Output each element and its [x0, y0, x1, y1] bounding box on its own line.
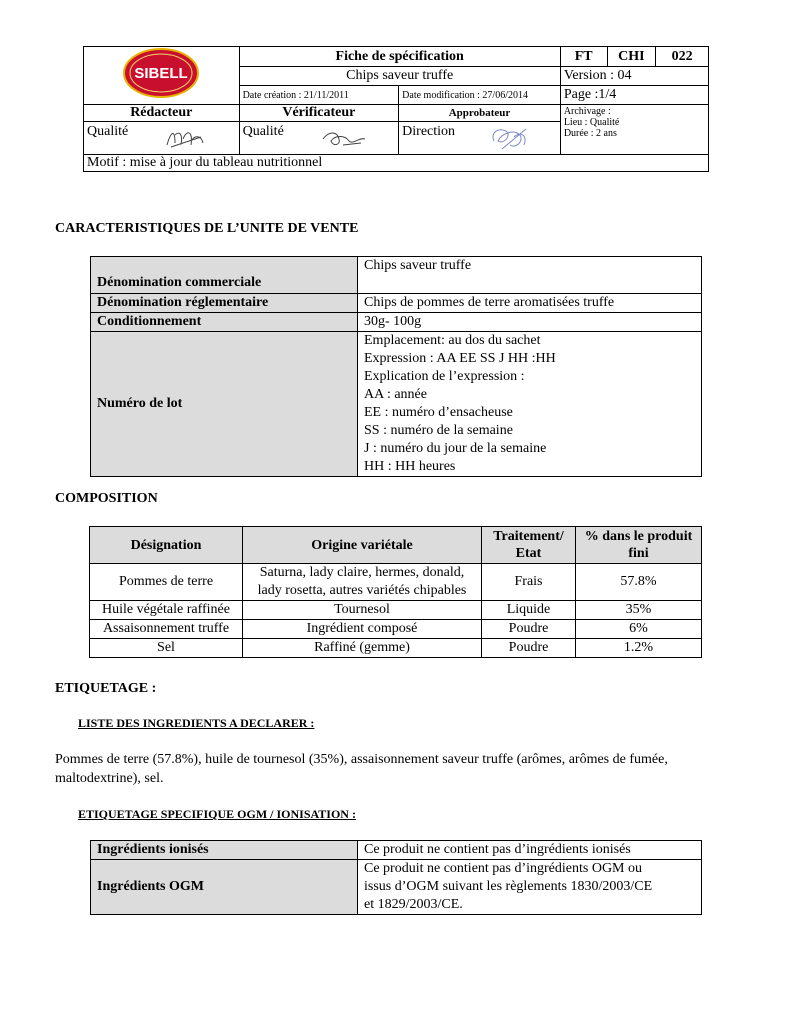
ingredients-text: Pommes de terre (57.8%), huile de tournesol (35%), assaisonnement saveur truffe (arômes, arômes de fumée, maltodextrine), sel. — [55, 752, 668, 786]
motif: Motif : mise à jour du tableau nutritionnel — [84, 155, 709, 172]
archivage-info — [560, 105, 708, 155]
value-line: J : numéro du jour de la semaine — [364, 441, 547, 456]
ft-label: FT — [560, 47, 607, 67]
logo-cell — [84, 47, 240, 105]
verificateur-signature — [319, 125, 369, 151]
value-line: Chips de pommes de terre aromatisées truffe — [364, 295, 615, 310]
table-header-row — [90, 527, 702, 564]
table-row — [90, 620, 702, 639]
carac-value — [358, 313, 702, 332]
verificateur-cell — [239, 122, 399, 155]
redacteur-cell — [84, 122, 240, 155]
value-line: AA : année — [364, 387, 427, 402]
archivage-lieu: Lieu : Qualité — [563, 117, 620, 128]
verificateur-value: Qualité — [242, 124, 284, 139]
table-row — [91, 313, 702, 332]
table-cell: 6% — [576, 620, 702, 639]
carac-value — [358, 332, 702, 477]
table-row — [91, 257, 702, 294]
table-cell: 35% — [576, 601, 702, 620]
table-row — [91, 841, 702, 860]
table-cell: 1.2% — [576, 639, 702, 658]
table-row — [90, 639, 702, 658]
table-row — [90, 564, 702, 601]
table-cell: Assaisonnement truffe — [90, 620, 243, 639]
column-header: Désignation — [90, 527, 243, 564]
table-cell: Raffiné (gemme) — [243, 639, 482, 658]
composition-table — [89, 526, 702, 658]
carac-value — [358, 294, 702, 313]
verificateur-label: Vérificateur — [239, 105, 399, 122]
table-cell: Tournesol — [243, 601, 482, 620]
carac-label: Dénomination commerciale — [91, 257, 358, 294]
table-cell: Poudre — [482, 639, 576, 658]
chi-label: CHI — [607, 47, 656, 67]
value-line: SS : numéro de la semaine — [364, 423, 513, 438]
value-line: Chips saveur truffe — [364, 258, 472, 273]
ogm-subheading: ETIQUETAGE SPECIFIQUE OGM / IONISATION : — [78, 807, 356, 821]
value-line: Emplacement: au dos du sachet — [364, 333, 541, 348]
column-header: Traitement/ Etat — [482, 527, 576, 564]
carac-value — [358, 257, 702, 294]
section-carac-title: CARACTERISTIQUES DE L’UNITE DE VENTE — [55, 221, 359, 236]
sibell-logo — [121, 47, 201, 99]
table-cell: Frais — [482, 564, 576, 601]
ogm-value — [358, 860, 702, 915]
document-header-table — [83, 46, 709, 172]
date-modification: Date modification : 27/06/2014 — [399, 86, 561, 105]
value-line: Expression : AA EE SS J HH :HH — [364, 351, 556, 366]
date-creation: Date création : 21/11/2011 — [239, 86, 399, 105]
product-name: Chips saveur truffe — [239, 67, 560, 86]
value-line: Explication de l’expression : — [364, 369, 525, 384]
ingredients-subheading: LISTE DES INGREDIENTS A DECLARER : — [78, 716, 315, 730]
value-line: EE : numéro d’ensacheuse — [364, 405, 513, 420]
table-row — [91, 294, 702, 313]
table-row — [90, 601, 702, 620]
svg-text:SIBELL: SIBELL — [134, 65, 188, 82]
ogm-value — [358, 841, 702, 860]
ogm-label: Ingrédients OGM — [91, 860, 358, 915]
ogm-ionisation-table — [90, 840, 702, 915]
caracteristiques-table — [90, 256, 702, 477]
column-header: % dans le produit fini — [576, 527, 702, 564]
section-etiq-title: ETIQUETAGE : — [55, 681, 157, 696]
table-cell: Sel — [90, 639, 243, 658]
approbateur-signature — [484, 123, 534, 153]
value-line: HH : HH heures — [364, 459, 456, 474]
approbateur-cell — [399, 122, 561, 155]
column-header: Origine variétale — [243, 527, 482, 564]
archivage-duree: Durée : 2 ans — [563, 128, 617, 139]
value-line: Ce produit ne contient pas d’ingrédients OGM ou — [364, 861, 643, 876]
document-title: Fiche de spécification — [239, 47, 560, 67]
redacteur-signature — [163, 125, 208, 151]
carac-label: Conditionnement — [91, 313, 358, 332]
table-cell: 57.8% — [576, 564, 702, 601]
table-row — [91, 332, 702, 477]
table-cell: Ingrédient composé — [243, 620, 482, 639]
table-cell: Pommes de terre — [90, 564, 243, 601]
archivage-title: Archivage : — [563, 106, 611, 117]
table-cell: Huile végétale raffinée — [90, 601, 243, 620]
page-number: Page :1/4 — [560, 86, 708, 105]
redacteur-value: Qualité — [87, 124, 129, 139]
carac-label: Numéro de lot — [91, 332, 358, 477]
value-line: et 1829/2003/CE. — [364, 897, 463, 912]
table-cell: Poudre — [482, 620, 576, 639]
value-line: Ce produit ne contient pas d’ingrédients ionisés — [364, 842, 631, 857]
section-comp-title: COMPOSITION — [55, 491, 158, 506]
carac-label: Dénomination réglementaire — [91, 294, 358, 313]
approbateur-value: Direction — [402, 124, 456, 139]
doc-code: 022 — [656, 47, 709, 67]
value-line: issus d’OGM suivant les règlements 1830/2003/CE — [364, 879, 653, 894]
table-cell: Saturna, lady claire, hermes, donald, lady rosetta, autres variétés chipables — [243, 564, 482, 601]
table-row — [91, 860, 702, 915]
value-line: 30g- 100g — [364, 314, 422, 329]
table-cell: Liquide — [482, 601, 576, 620]
ogm-label: Ingrédients ionisés — [91, 841, 358, 860]
redacteur-label: Rédacteur — [84, 105, 240, 122]
approbateur-label: Approbateur — [399, 105, 561, 122]
version: Version : 04 — [560, 67, 708, 86]
